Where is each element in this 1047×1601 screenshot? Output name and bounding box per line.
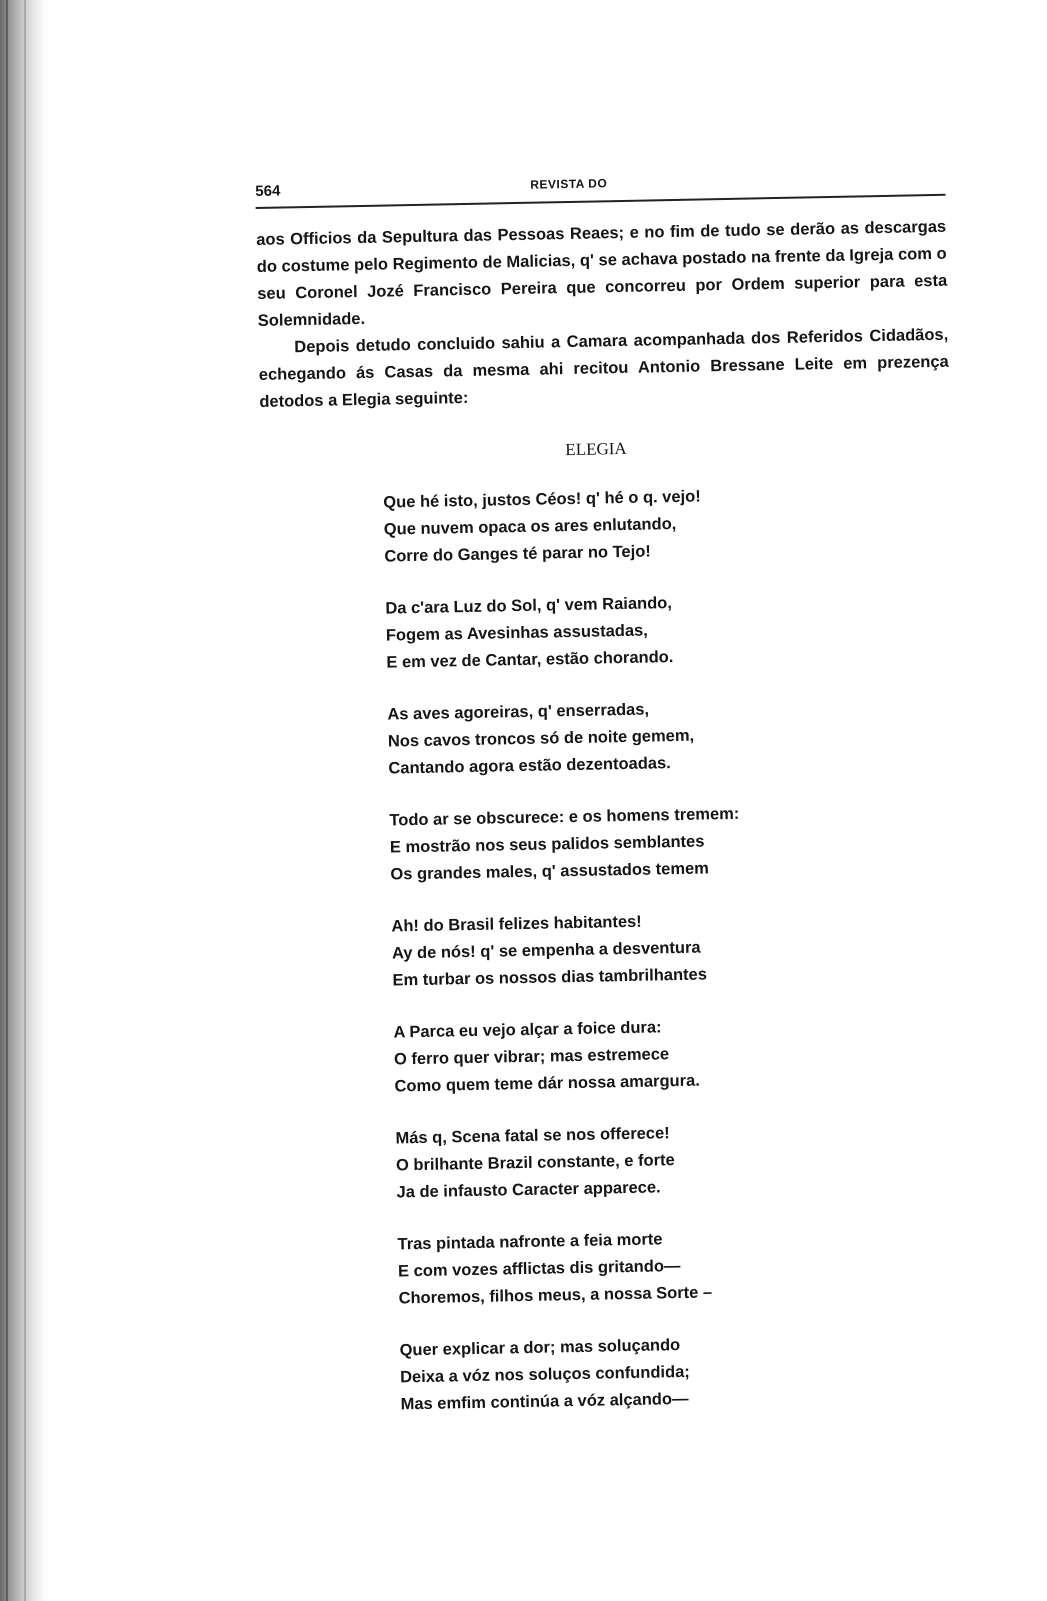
book-page: [255, 162, 972, 1575]
verse-line: Más q, Scena fatal se nos offerece!: [395, 1124, 670, 1148]
binding-edge-line: [24, 0, 26, 1601]
verse-line: Tras pintada nafronte a feia morte: [397, 1230, 663, 1254]
verse-line: Todo ar se obscurece: e os homens tremem:: [389, 804, 740, 830]
verse-line: E com vozes afflictas dis gritando—: [397, 1257, 681, 1281]
verse-line: Ah! do Brasil felizes habitantes!: [391, 912, 642, 936]
verse-line: O brilhante Brazil constante, e forte: [395, 1151, 675, 1175]
verse-line: Nos cavos troncos só de noite gemem,: [387, 726, 695, 751]
poem: [383, 479, 969, 1419]
verse-line: Cantando agora estão dezentoadas.: [388, 754, 671, 778]
page-number: 564: [255, 182, 281, 200]
verse-line: O ferro quer vibrar; mas estremece: [393, 1045, 670, 1069]
page-header: [255, 162, 946, 209]
stanza: [395, 1115, 964, 1207]
running-head: REVISTA DO: [530, 176, 608, 192]
verse-line: Corre do Ganges té parar no Tejo!: [384, 542, 651, 566]
stanza: [385, 585, 954, 677]
verse-line: Choremos, filhos meus, a nossa Sorte –: [398, 1283, 713, 1308]
poem-title: ELEGIA: [565, 438, 627, 460]
verse-line: E mostrão nos seus palidos semblantes: [389, 832, 705, 857]
stanza: [399, 1327, 968, 1419]
prose-block: [256, 214, 950, 416]
stanza: [393, 1009, 962, 1101]
verse-line: Ja de infausto Caracter apparece.: [396, 1178, 661, 1202]
verse-line: Como quem teme dár nossa amargura.: [394, 1071, 700, 1096]
verse-line: Deixa a vóz nos soluços confundida;: [399, 1362, 690, 1387]
prose-paragraph: aos Officios da Sepultura das Pessoas Reaes; e no fim de tudo se derão as descargas do costume pelo Regimento de Malicias, q' se achava postado na frente da Igreja com o seu Coronel Jozé Francisco Pereira que concorreu por Ordem superior para esta Solemnidade.: [256, 217, 948, 330]
verse-line: Os grandes males, q' assustados temem: [390, 859, 710, 884]
stanza: [397, 1221, 966, 1313]
verse-line: Mas emfim continúa a vóz alçando—: [400, 1389, 689, 1414]
stanza: [389, 797, 958, 889]
stanza: [387, 691, 956, 783]
verse-line: Da c'ara Luz do Sol, q' vem Raiando,: [385, 594, 673, 618]
prose-paragraph: Depois detudo concluido sahiu a Camara acompanhada dos Referidos Cidadãos, echegando ás Casas da mesma ahi recitou Antonio Bressane Leite em prezença detodos a Elegia seguinte:: [258, 325, 949, 411]
stanza: [391, 903, 960, 995]
verse-line: As aves agoreiras, q' enserradas,: [387, 700, 650, 724]
verse-line: Fogem as Avesinhas assustadas,: [385, 621, 648, 645]
verse-line: A Parca eu vejo alçar a foice dura:: [393, 1018, 662, 1042]
verse-line: Em turbar os nossos dias tambrilhantes: [392, 965, 708, 990]
stanza: [383, 479, 952, 571]
verse-line: Quer explicar a dor; mas soluçando: [399, 1336, 681, 1360]
verse-line: Que hé isto, justos Céos! q' hé o q. vejo!: [383, 487, 701, 512]
binding-edge-line: [6, 0, 8, 1601]
verse-line: E em vez de Cantar, estão chorando.: [386, 648, 674, 672]
verse-line: Que nuvem opaca os ares enlutando,: [383, 514, 677, 539]
verse-line: Ay de nós! q' se empenha a desventura: [391, 938, 701, 963]
